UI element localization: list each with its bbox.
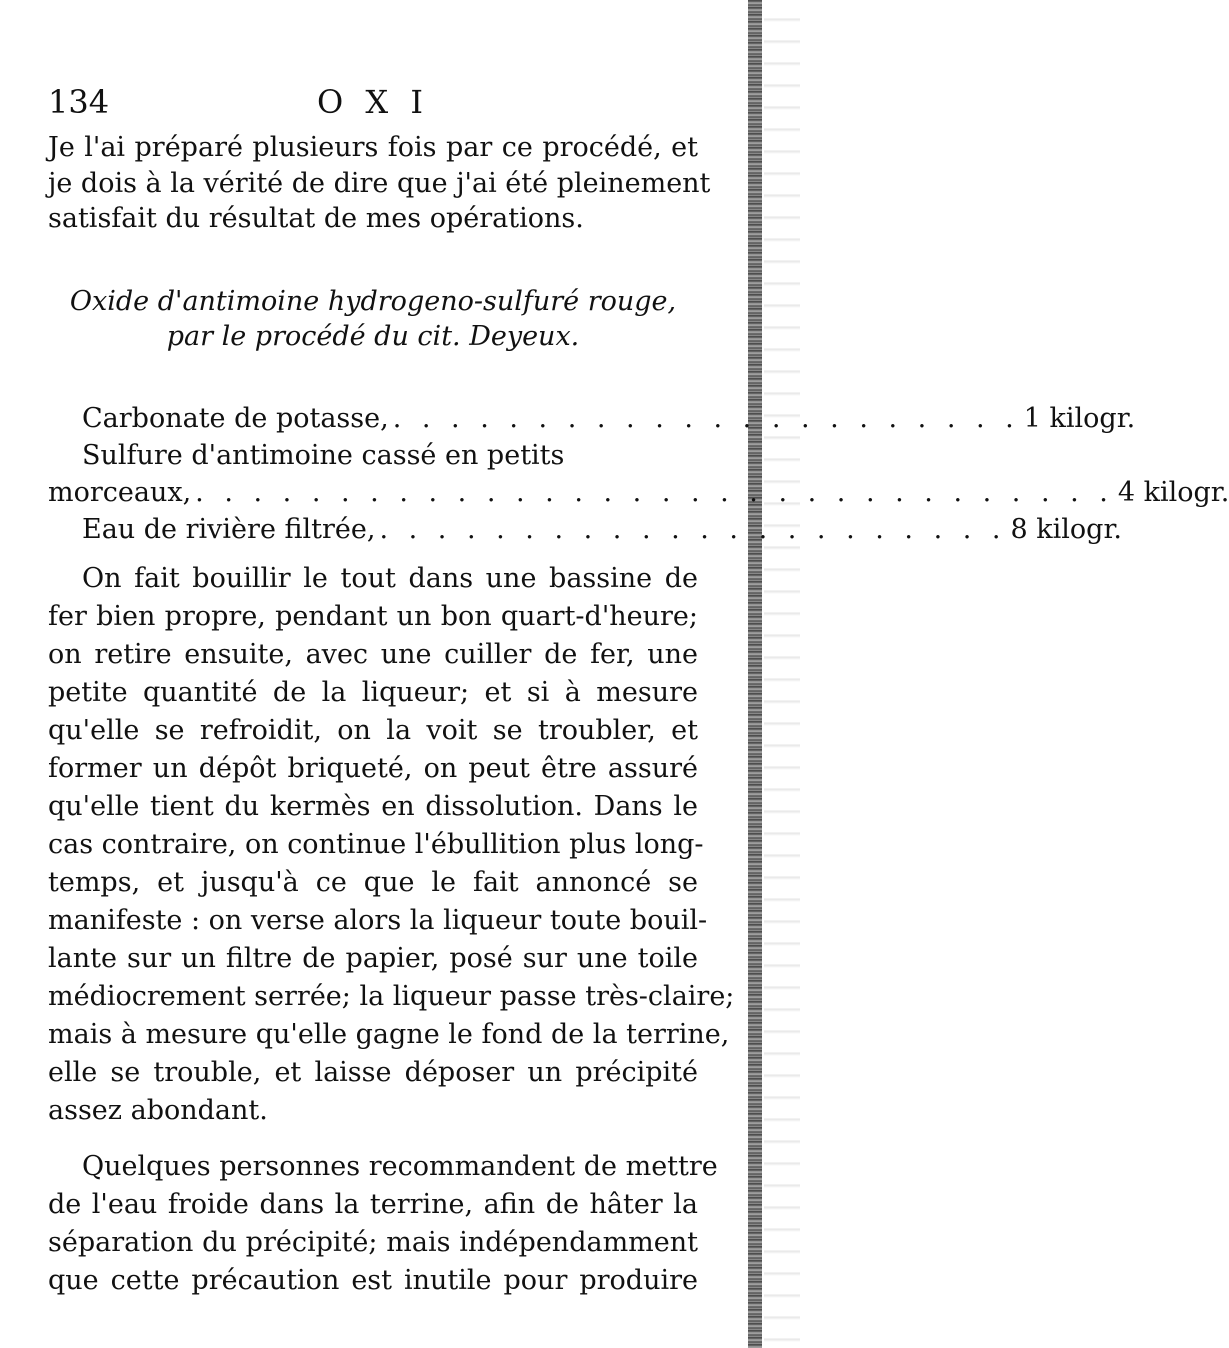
text-line: elle se trouble, et laisse déposer un précipité	[48, 1057, 698, 1088]
recipe-ingredient: Eau de rivière filtrée,	[82, 514, 376, 545]
text-line: assez abondant.	[48, 1095, 268, 1126]
recipe-item	[48, 511, 1122, 548]
paragraph-2	[48, 1148, 718, 1300]
text-line: manifeste : on verse alors la liqueur toute bouil-	[48, 905, 708, 936]
text-line: former un dépôt briqueté, on peut être assuré	[48, 753, 698, 784]
text-line: petite quantité de la liqueur; et si à mesure	[48, 677, 698, 708]
leader-dots: . . . . . . . . . . . . . . . . . . . . . .	[392, 403, 1020, 434]
heading-line: par le procédé du cit. Deyeux.	[166, 321, 580, 352]
text-line: qu'elle tient du kermès en dissolution. Dans le	[48, 791, 698, 822]
text-line: Quelques personnes recommandent de mettre	[82, 1151, 718, 1182]
recipe-ingredient: Sulfure d'antimoine cassé en petits	[82, 440, 565, 471]
text-line: médiocrement serrée; la liqueur passe très-claire;	[48, 981, 735, 1012]
recipe-item	[48, 437, 698, 474]
text-line: que cette précaution est inutile pour produire	[48, 1265, 698, 1296]
text-line: satisfait du résultat de mes opérations.	[48, 203, 584, 234]
text-line: de l'eau froide dans la terrine, afin de hâter la	[48, 1189, 698, 1220]
recipe-ingredient: Carbonate de potasse,	[82, 403, 389, 434]
paragraph-1	[48, 560, 735, 1130]
text-line: cas contraire, on continue l'ébullition plus long-	[48, 829, 704, 860]
recipe-item	[48, 474, 1229, 511]
text-line: on retire ensuite, avec une cuiller de fer, une	[48, 639, 698, 670]
recipe-quantity: 4 kilogr.	[1117, 477, 1229, 508]
text-line: séparation du précipité; mais indépendamment	[48, 1227, 698, 1258]
section-heading	[48, 284, 698, 354]
page-header	[48, 82, 698, 122]
text-line: fer bien propre, pendant un bon quart-d'heure;	[48, 601, 698, 632]
page-number: 134	[48, 83, 110, 121]
text-line: je dois à la vérité de dire que j'ai été pleinement	[48, 167, 711, 199]
text-line: On fait bouillir le tout dans une bassine de	[82, 563, 698, 594]
recipe-quantity: 1 kilogr.	[1023, 403, 1136, 434]
text-line: temps, et jusqu'à ce que le fait annoncé se	[48, 867, 698, 898]
text-line: Je l'ai préparé plusieurs fois par ce procédé, et	[48, 132, 698, 163]
page-edge-shadow	[764, 0, 800, 1348]
text-line: lante sur un filtre de papier, posé sur une toile	[48, 943, 698, 974]
heading-line: Oxide d'antimoine hydrogeno-sulfuré rouge,	[69, 286, 677, 317]
leader-dots: . . . . . . . . . . . . . . . . . . . . . . . . . . . . . . . .	[195, 477, 1114, 508]
recipe-list	[48, 400, 1229, 548]
book-spine-edge	[748, 0, 762, 1348]
running-title: O X I	[317, 83, 429, 121]
recipe-quantity: 8 kilogr.	[1010, 514, 1122, 545]
text-line: qu'elle se refroidit, on la voit se troubler, et	[48, 715, 698, 746]
intro-paragraph	[48, 130, 711, 237]
leader-dots: . . . . . . . . . . . . . . . . . . . . . .	[379, 514, 1007, 545]
recipe-item	[48, 400, 1136, 437]
text-line: mais à mesure qu'elle gagne le fond de la terrine,	[48, 1019, 730, 1050]
recipe-ingredient: morceaux,	[48, 477, 192, 508]
